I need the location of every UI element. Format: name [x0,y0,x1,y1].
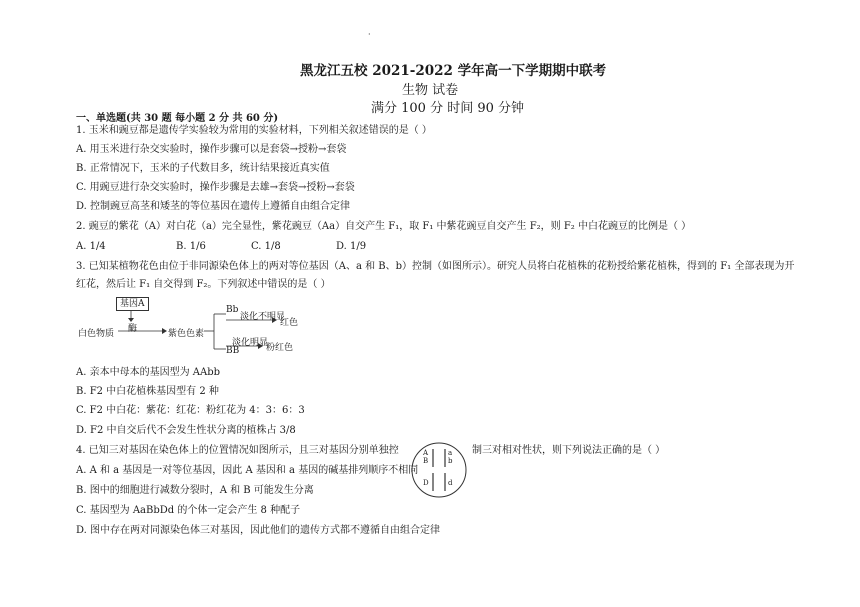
light-lower-label: 淡化明显 [232,338,269,348]
gene-d-right: d [448,479,453,487]
q2-option-c: C. 1/8 [251,241,281,252]
q1-option-c: C. 用豌豆进行杂交实验时，操作步骤是去雄→套袋→授粉→套袋 [76,182,355,193]
gene-d-left: D [423,479,429,487]
section-heading: 一、单选题(共 30 题 每小题 2 分 共 60 分) [76,113,279,124]
q2-option-d: D. 1/9 [336,241,367,252]
q4-stem-part-b: 制三对相对性状，则下列说法正确的是（ ） [472,445,666,456]
q3-option-d: D. F2 中自交后代不会发生性状分离的植株占 3/8 [76,425,296,436]
q3-option-c: C. F2 中白花：紫花：红花：粉红花为 4：3：6：3 [76,405,305,416]
pink-label: 粉红色 [266,343,294,353]
white-substance-label: 白色物质 [78,329,115,339]
gene-a-left: A [423,449,429,457]
enzyme-label: 酶 [128,324,138,334]
purple-pigment-label: 紫色色素 [168,329,205,339]
q1-option-a: A. 用玉米进行杂交实验时，操作步骤可以是套袋→授粉→套袋 [76,144,347,155]
q3-option-a: A. 亲本中母本的基因型为 AAbb [76,367,221,378]
q1-option-b: B. 正常情况下，玉米的子代数目多，统计结果接近真实值 [76,163,330,174]
q3-stem-line2: 红花，然后让 F₁ 自交得到 F₂。下列叙述中错误的是（ ） [76,279,331,290]
gene-a-right: a [448,449,453,457]
bb-upper-label: Bb [226,305,239,315]
q4-option-b: B. 图中的细胞进行减数分裂时，A 和 B 可能发生分离 [76,485,314,496]
exam-subject: 生物 试卷 [402,83,459,98]
gene-b-right: b [448,457,453,465]
q4-option-a: A. A 和 a 基因是一对等位基因，因此 A 基因和 a 基因的碱基排列顺序不相同 [76,465,419,476]
score-time: 满分 100 分 时间 90 分钟 [371,101,525,116]
q4-option-c: C. 基因型为 AaBbDd 的个体一定会产生 8 种配子 [76,505,301,516]
q3-stem-line1: 3. 已知某植物花色由位于非同源染色体上的两对等位基因（A、a 和 B、b）控制（如图所示）。研究人员将白花植株的花粉授给紫花植株，得到的 F₁ 全部表现为开 [76,261,795,272]
gene-a-box: 基因A [116,297,149,311]
q2-option-b: B. 1/6 [176,241,206,252]
light-upper-label: 淡化不明显 [240,312,286,322]
q1-option-d: D. 控制豌豆高茎和矮茎的等位基因在遗传上遵循自由组合定律 [76,201,351,212]
top-dot: · [368,30,371,39]
q2-stem: 2. 豌豆的紫花（A）对白花（a）完全显性，紫花豌豆（Aa）自交产生 F₁，取 F₁ 中紫花豌豆自交产生 F₂，则 F₂ 中白花豌豆的比例是（ ） [76,221,692,232]
gene-b-left: B [423,457,429,465]
q4-option-d: D. 图中存在两对同源染色体三对基因，因此他们的遗传方式都不遵循自由组合定律 [76,525,441,536]
red-label: 红色 [280,318,299,328]
exam-title: 黑龙江五校 2021-2022 学年高一下学期期中联考 [300,63,607,79]
q1-stem: 1. 玉米和豌豆都是遗传学实验较为常用的实验材料，下列相关叙述错误的是（ ） [76,125,432,136]
q3-option-b: B. F2 中白花植株基因型有 2 种 [76,386,219,397]
q2-option-a: A. 1/4 [76,241,106,252]
bb-lower-label: BB [226,346,240,356]
q3-pathway-diagram [76,294,306,356]
cell-circle [410,441,468,499]
q4-cell-diagram [410,441,468,499]
q4-stem-part-a: 4. 已知三对基因在染色体上的位置情况如图所示，且三对基因分别单独控 [76,445,399,456]
